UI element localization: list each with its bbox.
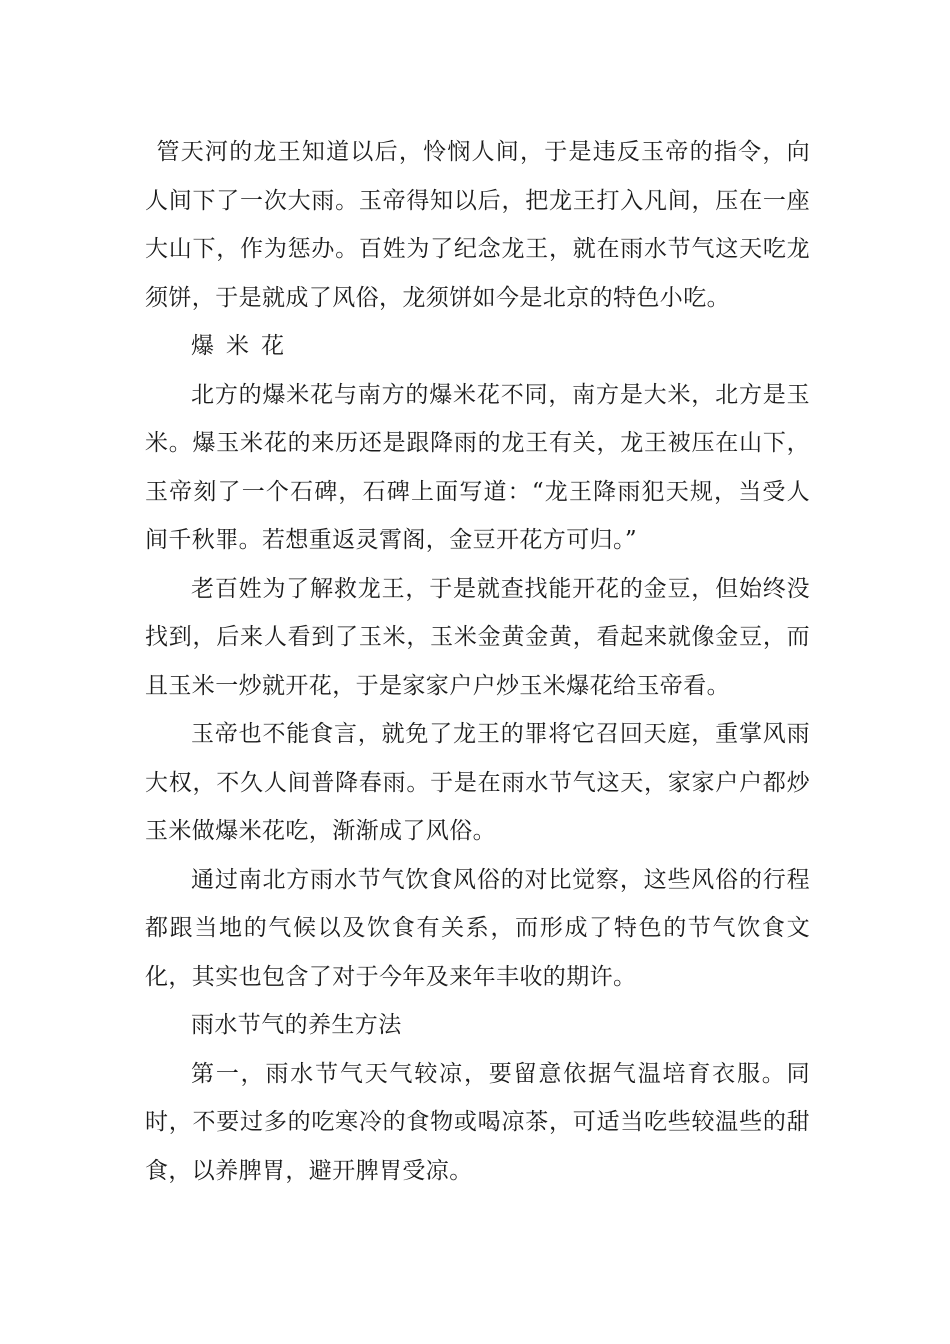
paragraph: 通过南北方雨水节气饮食风俗的对比觉察，这些风俗的行程都跟当地的气候以及饮食有关系，而形成了特色的节气饮食文化，其实也包含了对于今年及来年丰收的期许。 <box>145 866 810 990</box>
document-body <box>145 128 810 1195</box>
paragraph: 老百姓为了解救龙王，于是就查找能开花的金豆，但始终没找到，后来人看到了玉米，玉米金黄金黄，看起来就像金豆，而且玉米一炒就开花，于是家家户户炒玉米爆花给玉帝看。 <box>145 575 810 699</box>
paragraph: 玉帝也不能食言，就免了龙王的罪将它召回天庭，重掌风雨大权，不久人间普降春雨。于是在雨水节气这天，家家户户都炒玉米做爆米花吃，渐渐成了风俗。 <box>145 721 810 844</box>
paragraph: 第一，雨水节气天气较凉，要留意依据气温培育衣服。同时，不要过多的吃寒冷的食物或喝凉茶，可适当吃些较温些的甜食，以养脾胃，避开脾胃受凉。 <box>145 1060 810 1184</box>
paragraph: 北方的爆米花与南方的爆米花不同，南方是大米，北方是玉米。爆玉米花的来历还是跟降雨的龙王有关，龙王被压在山下，玉帝刻了一个石碑，石碑上面写道：“龙王降雨犯天规，当受人间千秋罪。若想重返灵霄阁，金豆开花方可归。” <box>145 381 810 553</box>
paragraph-continuation: 管天河的龙王知道以后，怜悯人间，于是违反玉帝的指令，向人间下了一次大雨。玉帝得知以后，把龙王打入凡间，压在一座大山下，作为惩办。百姓为了纪念龙王，就在雨水节气这天吃龙须饼，于是就成了风俗，龙须饼如今是北京的特色小吃。 <box>145 139 810 311</box>
section-heading-popcorn: 爆米花 <box>191 333 296 359</box>
section-heading-health: 雨水节气的养生方法 <box>191 1012 402 1038</box>
